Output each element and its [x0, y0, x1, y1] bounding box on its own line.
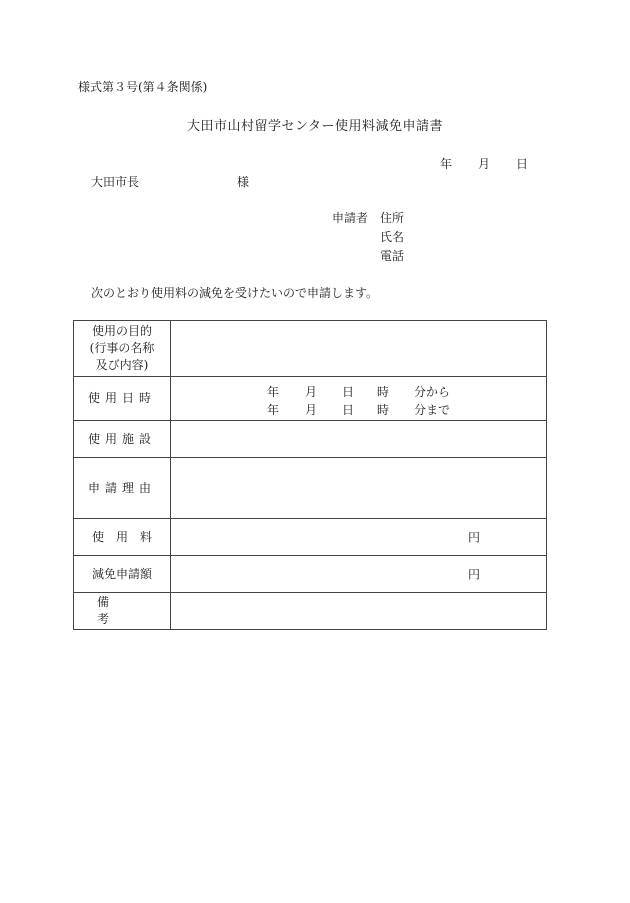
- table-row-reduction: [74, 556, 547, 593]
- end-hour-label: 時: [377, 403, 390, 417]
- remarks-label: 備考: [74, 593, 171, 630]
- table-row-remarks: [74, 593, 547, 630]
- table-row-purpose: [74, 321, 547, 377]
- start-year-label: 年: [267, 385, 280, 399]
- datetime-field[interactable]: [171, 377, 547, 421]
- table-row-reason: [74, 458, 547, 519]
- addressee: 大田市長: [91, 175, 140, 189]
- applicant-label: 申請者: [332, 211, 369, 225]
- end-day-label: 日: [342, 403, 355, 417]
- applicant-address-label: 住所: [380, 211, 405, 225]
- purpose-label-line1: 使用の目的: [91, 324, 152, 338]
- reduction-unit: 円: [468, 567, 481, 582]
- document-title: 大田市山村留学センター使用料減免申請書: [187, 119, 443, 134]
- fee-unit: 円: [468, 530, 481, 545]
- facility-label: 使用施設: [74, 421, 171, 458]
- facility-field[interactable]: [171, 421, 547, 458]
- date-year-label: 年: [440, 157, 453, 171]
- start-month-label: 月: [305, 385, 318, 399]
- reason-label: 申請理由: [74, 458, 171, 519]
- reason-field[interactable]: [171, 458, 547, 519]
- start-hour-label: 時: [377, 385, 390, 399]
- start-minute-from: 分から: [414, 385, 451, 399]
- fee-label: 使 用 料: [74, 519, 171, 556]
- application-table: [73, 320, 547, 630]
- reduction-field[interactable]: [171, 556, 547, 593]
- table-row-datetime: [74, 377, 547, 421]
- table-row-fee: [74, 519, 547, 556]
- purpose-label-line2: (行事の名称: [89, 341, 155, 355]
- end-month-label: 月: [305, 403, 318, 417]
- date-day-label: 日: [516, 157, 529, 171]
- datetime-label: 使用日時: [74, 377, 171, 421]
- form-number: 様式第３号(第４条関係): [78, 80, 208, 94]
- applicant-phone-label: 電話: [380, 249, 405, 263]
- applicant-name-label: 氏名: [380, 230, 405, 244]
- purpose-field[interactable]: [171, 321, 547, 377]
- start-day-label: 日: [342, 385, 355, 399]
- intro-text: 次のとおり使用料の減免を受けたいので申請します。: [91, 286, 379, 300]
- fee-field[interactable]: [171, 519, 547, 556]
- reduction-label: 減免申請額: [74, 556, 171, 593]
- date-month-label: 月: [478, 157, 491, 171]
- honorific: 様: [237, 175, 250, 189]
- table-row-facility: [74, 421, 547, 458]
- end-minute-to: 分まで: [414, 403, 451, 417]
- purpose-label-line3: 及び内容): [95, 358, 149, 372]
- remarks-field[interactable]: [171, 593, 547, 630]
- purpose-label: [74, 321, 171, 377]
- end-year-label: 年: [267, 403, 280, 417]
